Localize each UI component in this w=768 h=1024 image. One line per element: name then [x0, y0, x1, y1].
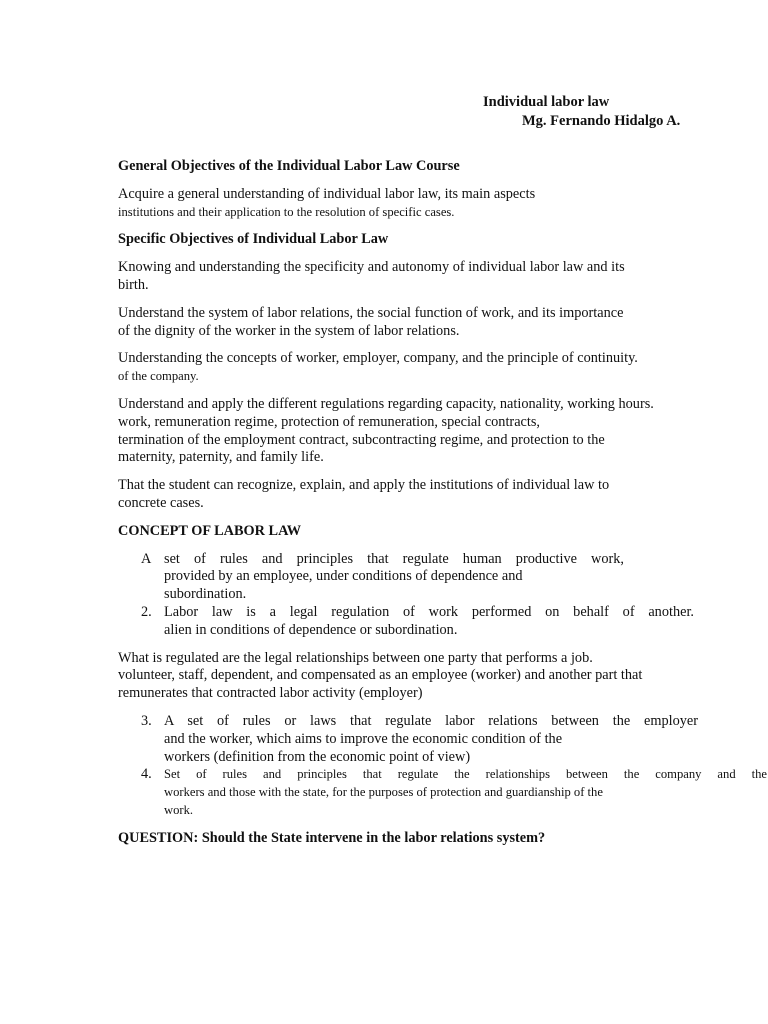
list-marker: 4.	[141, 766, 152, 783]
list-marker: 3.	[141, 712, 152, 729]
text-line: workers (definition from the economic point of view)	[164, 748, 471, 765]
text-line: Set of rules and principles that regulate the relationships between the company and the	[164, 767, 767, 782]
document-author: Mg. Fernando Hidalgo A.	[522, 113, 681, 129]
document-body	[118, 158, 767, 858]
list-marker: 2.	[141, 603, 152, 620]
specific-objective-paragraph	[118, 259, 698, 295]
list-item	[118, 551, 698, 604]
text-line: Labor law is a legal regulation of work performed on behalf of another.	[164, 603, 694, 620]
specific-objective-paragraph	[118, 477, 698, 513]
definition-list	[118, 712, 767, 820]
specific-objective-paragraph	[118, 396, 698, 467]
text-line: of the company.	[118, 369, 199, 384]
text-line: Understand and apply the different regulations regarding capacity, nationality, working hours.	[118, 395, 654, 412]
text-line: birth.	[118, 276, 149, 293]
text-line: termination of the employment contract, subcontracting regime, and protection to the	[118, 431, 605, 448]
text-line: institutions and their application to the resolution of specific cases.	[118, 204, 455, 219]
text-line: provided by an employee, under conditions of dependence and	[164, 568, 523, 585]
text-line: What is regulated are the legal relationships between one party that performs a job.	[118, 649, 593, 666]
text-line: alien in conditions of dependence or subordination.	[164, 621, 458, 638]
document-title: Individual labor law	[483, 94, 610, 110]
regulated-paragraph	[118, 650, 698, 703]
general-objectives-heading: General Objectives of the Individual Labor Law Course	[118, 158, 460, 174]
text-line: Knowing and understanding the specificity and autonomy of individual labor law and its	[118, 259, 625, 276]
general-objectives-paragraph	[118, 186, 698, 222]
text-line: of the dignity of the worker in the system of labor relations.	[118, 322, 460, 339]
text-line: subordination.	[164, 586, 247, 603]
text-line: Acquire a general understanding of individual labor law, its main aspects	[118, 185, 536, 202]
text-line: volunteer, staff, dependent, and compensated as an employee (worker) and another part that	[118, 667, 643, 684]
text-line: concrete cases.	[118, 494, 204, 511]
definition-list	[118, 551, 698, 640]
text-line: set of rules and principles that regulate human productive work,	[164, 550, 624, 567]
text-line: A set of rules or laws that regulate labor relations between the employer	[164, 712, 698, 729]
text-line: Understand the system of labor relations, the social function of work, and its importance	[118, 304, 624, 321]
specific-objectives-heading: Specific Objectives of Individual Labor Law	[118, 231, 389, 248]
question-heading: QUESTION: Should the State intervene in the labor relations system?	[118, 829, 546, 846]
text-line: work.	[164, 802, 194, 817]
text-line: workers and those with the state, for the purposes of protection and guardianship of the	[164, 785, 603, 800]
list-item	[118, 766, 767, 819]
specific-objective-paragraph	[118, 305, 698, 341]
text-line: remunerates that contracted labor activity (employer)	[118, 685, 423, 702]
list-marker: A	[141, 550, 152, 567]
text-line: Understanding the concepts of worker, employer, company, and the principle of continuity.	[118, 350, 638, 367]
list-item	[118, 713, 698, 766]
text-line: That the student can recognize, explain, and apply the institutions of individual law to	[118, 477, 610, 494]
list-item	[118, 604, 698, 640]
text-line: maternity, paternity, and family life.	[118, 449, 324, 466]
concept-heading: CONCEPT OF LABOR LAW	[118, 522, 302, 539]
text-line: and the worker, which aims to improve the economic condition of the	[164, 730, 563, 747]
specific-objective-paragraph	[118, 350, 698, 386]
text-line: work, remuneration regime, protection of remuneration, special contracts,	[118, 413, 540, 430]
